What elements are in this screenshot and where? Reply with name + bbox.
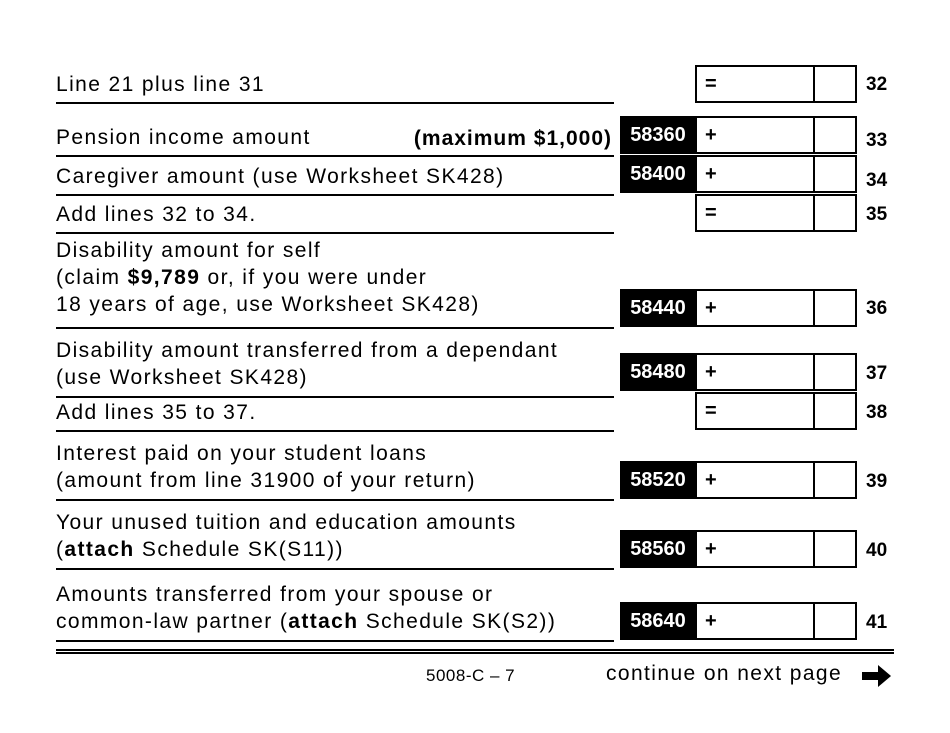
line-39-text-2: (amount from line 31900 of your return) <box>56 469 476 492</box>
line-39-text-1: Interest paid on your student loans <box>56 442 428 465</box>
line-36-code: 58440 <box>620 289 696 327</box>
line-33-operator: + <box>705 124 717 146</box>
line-41-amount-field[interactable] <box>695 602 857 640</box>
line-32-number: 32 <box>866 74 888 95</box>
line-41-operator: + <box>705 610 717 632</box>
line-40-text-2: (attach Schedule SK(S11)) <box>56 538 344 561</box>
line-34-number: 34 <box>866 170 888 191</box>
line-37-cents-field[interactable] <box>813 355 855 389</box>
line-33-cents-field[interactable] <box>813 118 855 152</box>
line-32-description <box>56 71 614 104</box>
line-34-code: 58400 <box>620 155 696 193</box>
line-34-text: Caregiver amount (use Worksheet SK428) <box>56 165 505 188</box>
line-32-text: Line 21 plus line 31 <box>56 73 265 96</box>
line-37-code: 58480 <box>620 353 696 391</box>
line-36-operator: + <box>705 297 717 319</box>
line-35-cents-field[interactable] <box>813 196 855 230</box>
line-41-code: 58640 <box>620 602 696 640</box>
arrow-right-icon <box>862 664 892 688</box>
line-38-text: Add lines 35 to 37. <box>56 401 257 424</box>
line-40-description <box>56 509 614 570</box>
line-34-cents-field[interactable] <box>813 157 855 191</box>
line-39-description <box>56 440 614 501</box>
line-33-code: 58360 <box>620 116 696 154</box>
line-38-amount-field[interactable] <box>695 392 857 430</box>
line-38-description <box>56 399 614 432</box>
line-32-amount-field[interactable] <box>695 65 857 103</box>
line-34-operator: + <box>705 163 717 185</box>
line-40-number: 40 <box>866 540 888 561</box>
line-34-description <box>56 163 614 196</box>
line-33-maximum-note: (maximum $1,000) <box>413 127 612 150</box>
line-40-code: 58560 <box>620 530 696 568</box>
line-36-cents-field[interactable] <box>813 291 855 325</box>
line-36-text-2: (claim $9,789 or, if you were under <box>56 266 428 289</box>
line-40-operator: + <box>705 538 717 560</box>
line-33-amount-field[interactable] <box>695 116 857 154</box>
form-page-code: 5008-C – 7 <box>426 666 516 685</box>
line-36-text-1: Disability amount for self <box>56 239 322 262</box>
continue-next-page-text: continue on next page <box>606 662 843 685</box>
line-36-text-3: 18 years of age, use Worksheet SK428) <box>56 293 480 316</box>
line-35-number: 35 <box>866 204 888 225</box>
line-33-description <box>56 124 614 157</box>
line-38-number: 38 <box>866 402 888 423</box>
line-41-text-1: Amounts transferred from your spouse or <box>56 583 494 606</box>
line-32-operator: = <box>705 73 717 95</box>
line-37-amount-field[interactable] <box>695 353 857 391</box>
line-32-cents-field[interactable] <box>813 67 855 101</box>
line-36-amount-field[interactable] <box>695 289 857 327</box>
line-36-number: 36 <box>866 298 888 319</box>
line-39-amount-field[interactable] <box>695 461 857 499</box>
line-41-description <box>56 581 614 642</box>
line-39-operator: + <box>705 469 717 491</box>
line-37-operator: + <box>705 361 717 383</box>
line-35-description <box>56 201 614 234</box>
line-37-text-1: Disability amount transferred from a dependant <box>56 339 559 362</box>
line-37-description <box>56 337 614 398</box>
line-41-number: 41 <box>866 612 888 633</box>
line-35-text: Add lines 32 to 34. <box>56 203 257 226</box>
line-38-operator: = <box>705 400 717 422</box>
line-41-cents-field[interactable] <box>813 604 855 638</box>
line-39-cents-field[interactable] <box>813 463 855 497</box>
line-40-text-1: Your unused tuition and education amounts <box>56 511 517 534</box>
line-35-amount-field[interactable] <box>695 194 857 232</box>
footer-divider <box>56 649 894 654</box>
line-36-description <box>56 237 614 329</box>
line-33-number: 33 <box>866 130 888 151</box>
line-37-text-2: (use Worksheet SK428) <box>56 366 308 389</box>
line-33-text: Pension income amount <box>56 126 311 149</box>
line-39-number: 39 <box>866 471 888 492</box>
line-40-amount-field[interactable] <box>695 530 857 568</box>
line-41-text-2: common-law partner (attach Schedule SK(S2)) <box>56 610 557 633</box>
line-34-amount-field[interactable] <box>695 155 857 193</box>
line-39-code: 58520 <box>620 461 696 499</box>
line-38-cents-field[interactable] <box>813 394 855 428</box>
line-35-operator: = <box>705 202 717 224</box>
line-37-number: 37 <box>866 363 888 384</box>
line-40-cents-field[interactable] <box>813 532 855 566</box>
